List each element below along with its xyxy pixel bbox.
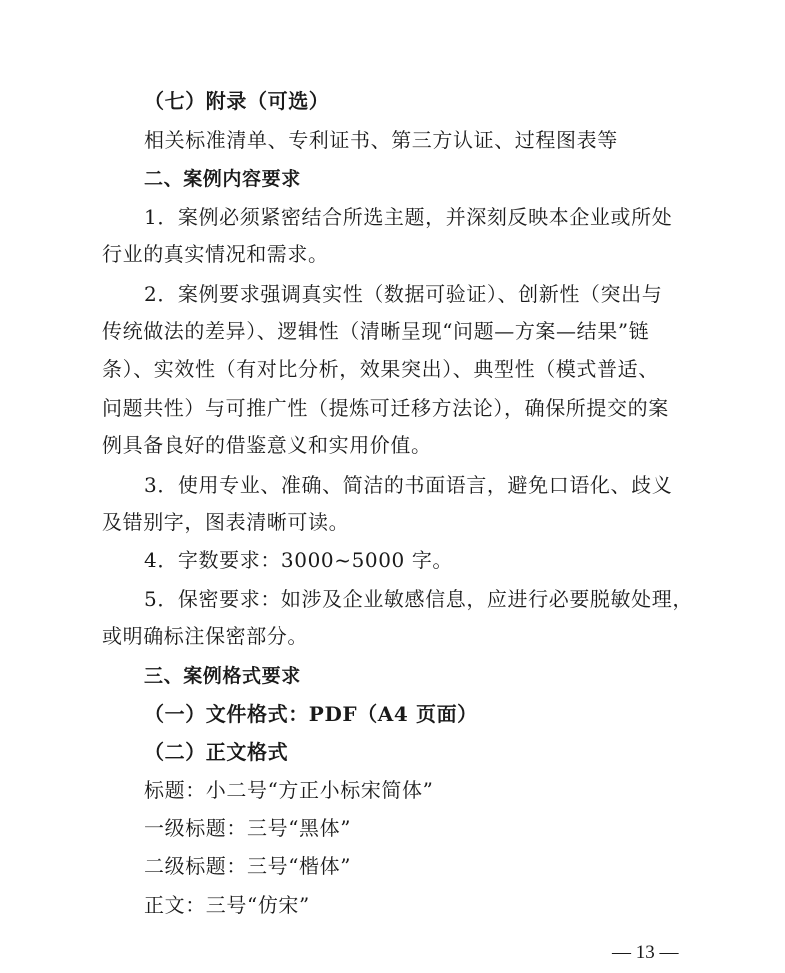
format-body: 正文：三号“仿宋” — [144, 893, 310, 917]
item5-line2: 或明确标注保密部分。 — [102, 624, 308, 648]
item5-line1: 5．保密要求：如涉及企业敏感信息，应进行必要脱敏处理， — [144, 587, 693, 611]
format-level2: 二级标题：三号“楷体” — [144, 854, 352, 878]
section2-heading: 二、案例内容要求 — [144, 168, 301, 190]
item2-line3: 条）、实效性（有对比分析，效果突出）、典型性（模式普适、 — [102, 357, 659, 381]
item2-line4: 问题共性）与可推广性（提炼可迁移方法论），确保所提交的案 — [102, 396, 669, 420]
item4: 4．字数要求：3000~5000 字。 — [144, 548, 454, 572]
page-number: — 13 — — [612, 942, 679, 963]
format-sub1: （一）文件格式：PDF（A4 页面） — [144, 702, 478, 726]
item2-line2: 传统做法的差异）、逻辑性（清晰呈现“问题—方案—结果”链 — [102, 319, 650, 343]
item2-line1: 2．案例要求强调真实性（数据可验证）、创新性（突出与 — [144, 282, 663, 306]
appendix-heading: （七）附录（可选） — [144, 89, 330, 113]
section3-heading: 三、案例格式要求 — [144, 665, 301, 687]
item3-line1: 3．使用专业、准确、简洁的书面语言，避免口语化、歧义 — [144, 473, 673, 497]
item2-line5: 例具备良好的借鉴意义和实用价值。 — [102, 433, 432, 457]
item1-line1: 1．案例必须紧密结合所选主题，并深刻反映本企业或所处 — [144, 205, 673, 229]
format-sub2: （二）正文格式 — [144, 740, 289, 764]
format-title: 标题：小二号“方正小标宋简体” — [144, 778, 434, 802]
appendix-text: 相关标准清单、专利证书、第三方认证、过程图表等 — [144, 128, 618, 152]
item3-line2: 及错别字，图表清晰可读。 — [102, 510, 350, 534]
item1-line2: 行业的真实情况和需求。 — [102, 242, 329, 266]
format-level1: 一级标题：三号“黑体” — [144, 816, 352, 840]
